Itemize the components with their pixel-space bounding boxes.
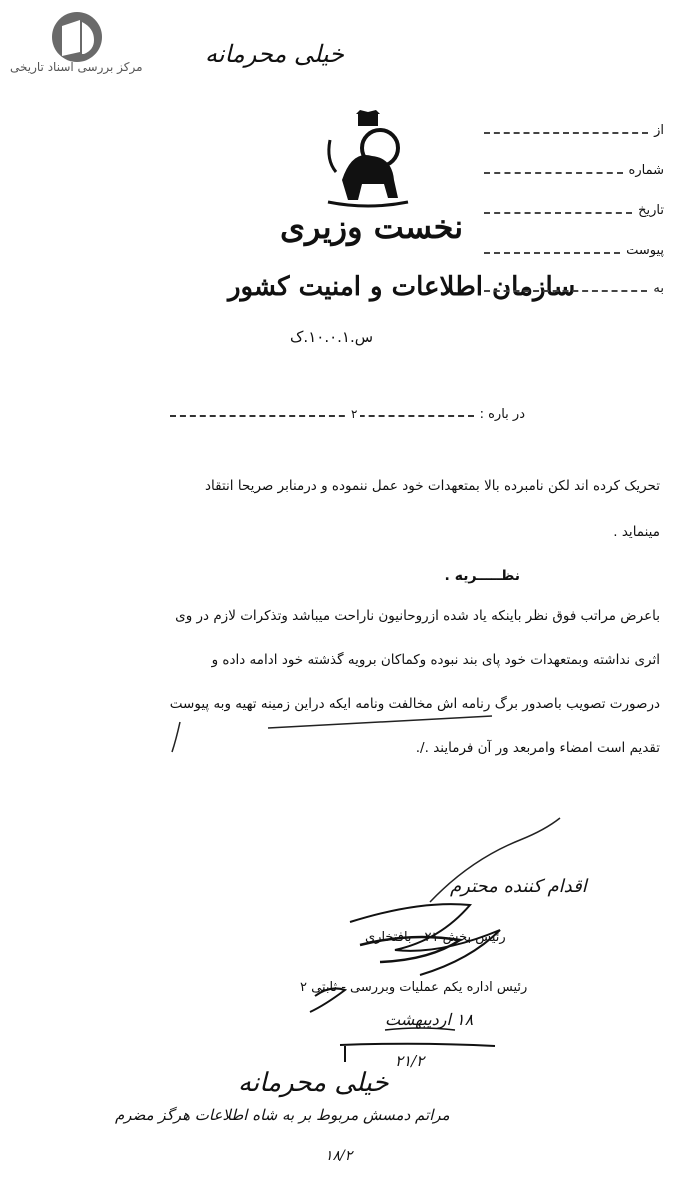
handwritten-date: ۲۱/۲: [395, 1052, 425, 1070]
body-text: تحریک کرده اند لکن نامبرده بالا بمتعهدات خود عمل ننموده و درمنابر صریحا: [237, 478, 660, 494]
handwritten-date: ۱۸ اردیبهشت: [385, 1010, 474, 1029]
organization-title: سازمان اطلاعات و امنیت کشور: [228, 272, 576, 302]
classification-stamp: خیلی محرمانه: [205, 40, 344, 68]
body-paragraph-line: اثری نداشته وبمتعهدات خود پای بند نبوده وکماکان برویه گذشته خود ادامه داده و: [211, 652, 660, 668]
body-line-2: مینماید .: [613, 524, 660, 540]
field-label: به: [653, 281, 664, 296]
field-label: تاریخ: [638, 203, 664, 218]
ministry-title: نخست وزیری: [280, 208, 464, 246]
body-paragraph-line: تقدیم است امضاء وامربعد ور آن فرمایند ./.: [415, 740, 660, 756]
page-number: ۲: [348, 407, 360, 421]
subject-label: در باره :: [479, 407, 525, 422]
signature-line: رئیس اداره یکم عملیات وبررسی - ثابتی ۲: [300, 980, 528, 995]
field-label: شماره: [628, 163, 664, 178]
observation-heading: نظـــــریه .: [444, 568, 520, 584]
body-text: انتقاد: [205, 478, 234, 494]
signature-line: رئیس بخش ۲۱ - بافتخاری: [365, 930, 506, 945]
handwritten-date: ۱۸/۲: [325, 1148, 353, 1164]
watermark-text: مرکز بررسی اسناد تاریخی: [10, 60, 143, 74]
body-paragraph-line: درصورت تصویب باصدور برگ رنامه اش مخالفت ونامه ایکه دراین زمینه تهیه وبه پیوست: [169, 696, 660, 712]
field-label: از: [654, 123, 664, 138]
handwritten-note: اقدام کننده محترم: [450, 876, 587, 897]
reference-code: س.۱۰.۰.۱.ک: [290, 328, 374, 346]
field-label: پیوست: [626, 243, 664, 258]
handwritten-instruction: مراتم دمسش مربوط بر به شاه اطلاعات هرگز مضرم: [115, 1106, 450, 1124]
handwritten-classification: خیلی محرمانه: [238, 1068, 389, 1098]
body-paragraph-line: باعرض مراتب فوق نظر باینکه یاد شده ازروحانیون ناراحت میباشد وتذکرات لازم در وی: [175, 608, 660, 624]
